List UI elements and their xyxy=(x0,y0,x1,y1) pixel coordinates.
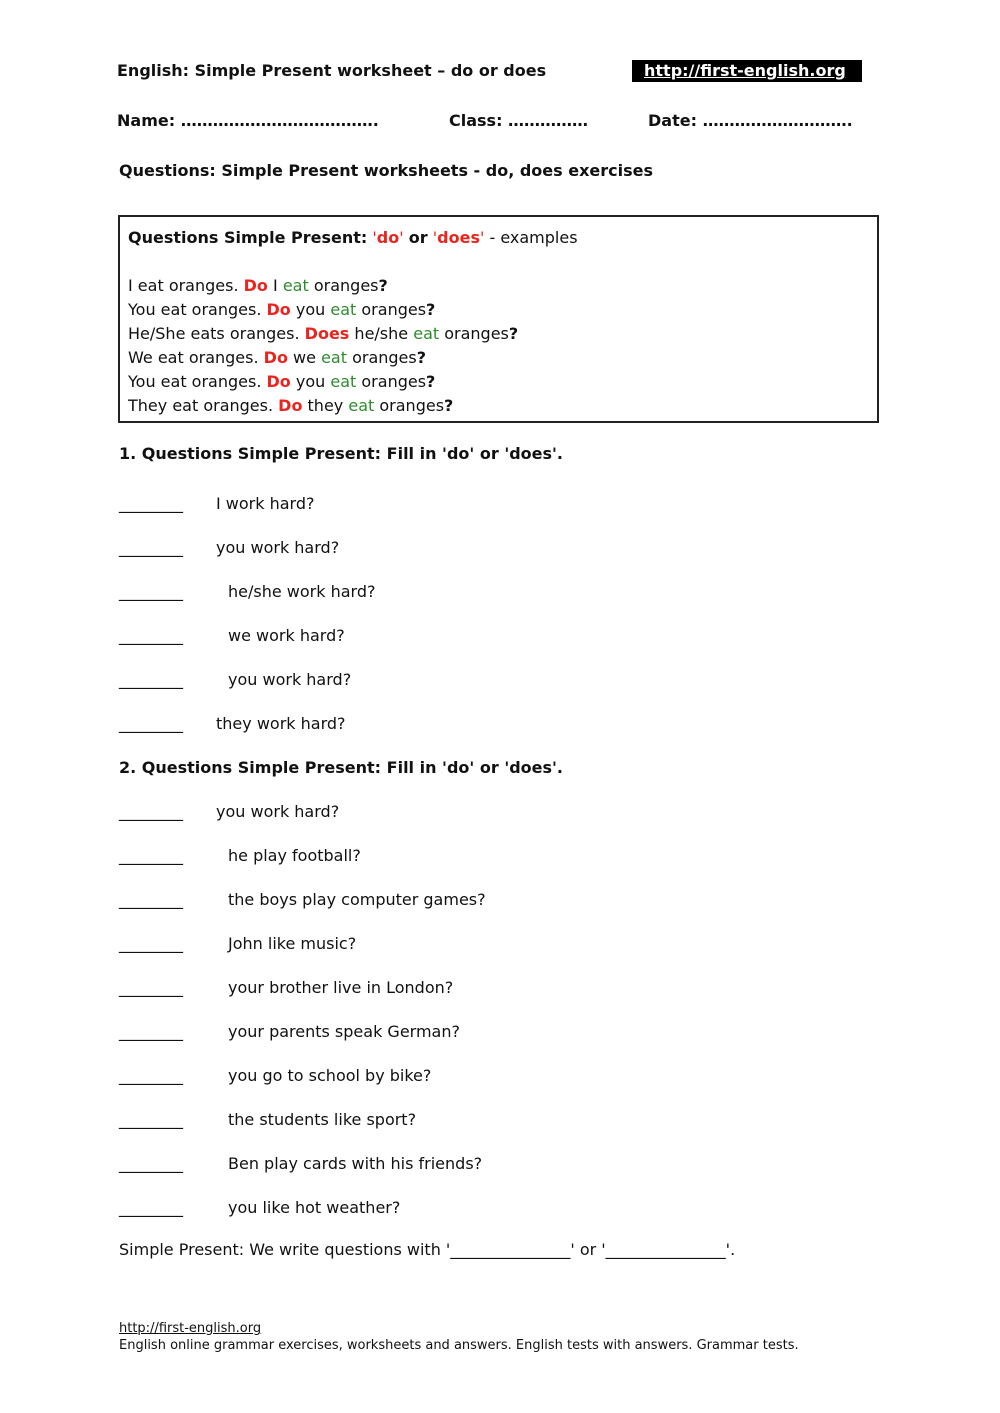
class-dots: …………… xyxy=(508,111,589,130)
example-statement: They eat oranges. xyxy=(128,396,274,415)
example-subject: I xyxy=(273,276,278,295)
worksheet-title: English: Simple Present worksheet – do or does xyxy=(117,61,547,80)
example-subject: you xyxy=(295,372,326,391)
example-verb: eat xyxy=(321,348,347,367)
answer-blank[interactable]: ________ xyxy=(119,714,183,733)
class-label: Class: xyxy=(449,111,503,130)
do-word: do xyxy=(376,228,400,247)
summary-sentence xyxy=(119,1240,735,1259)
example-verb: eat xyxy=(282,276,309,295)
question-text: you work hard? xyxy=(216,538,340,557)
exercise2-heading: 2. Questions Simple Present: Fill in 'do' or 'does'. xyxy=(119,758,564,777)
question-text: the boys play computer games? xyxy=(228,890,486,909)
answer-blank[interactable]: ________ xyxy=(119,1198,183,1217)
example-statement: You eat oranges. xyxy=(128,300,262,319)
question-text: they work hard? xyxy=(216,714,346,733)
answer-blank[interactable]: ________ xyxy=(119,1022,183,1041)
summary-middle: ' or ' xyxy=(570,1240,606,1259)
answer-blank[interactable]: ________ xyxy=(119,978,183,997)
example-object: oranges xyxy=(352,348,417,367)
example-line xyxy=(128,372,435,391)
question-text: your brother live in London? xyxy=(228,978,454,997)
examples-heading-bold: Questions Simple Present: xyxy=(128,228,368,247)
example-question-mark: ? xyxy=(426,372,436,391)
summary-suffix: '. xyxy=(725,1240,736,1259)
example-verb: eat xyxy=(330,300,357,319)
example-aux: Do xyxy=(243,276,268,295)
answer-blank[interactable]: ________ xyxy=(119,582,183,601)
summary-blank-2[interactable]: _______________ xyxy=(605,1240,726,1259)
answer-blank[interactable]: ________ xyxy=(119,538,183,557)
answer-blank[interactable]: ________ xyxy=(119,846,183,865)
site-link[interactable]: http://first-english.org xyxy=(632,60,862,82)
example-object: oranges xyxy=(313,276,379,295)
answer-blank[interactable]: ________ xyxy=(119,670,183,689)
example-question-mark: ? xyxy=(444,396,454,415)
example-question-mark: ? xyxy=(378,276,388,295)
answer-blank[interactable]: ________ xyxy=(119,1110,183,1129)
question-text: Ben play cards with his friends? xyxy=(228,1154,483,1173)
subtitle: Questions: Simple Present worksheets - do, does exercises xyxy=(119,161,654,180)
example-line xyxy=(128,300,435,319)
example-line xyxy=(128,348,426,367)
question-text: he/she work hard? xyxy=(228,582,376,601)
example-statement: I eat oranges. xyxy=(128,276,239,295)
answer-blank[interactable]: ________ xyxy=(119,802,183,821)
example-statement: You eat oranges. xyxy=(128,372,262,391)
or-word: or xyxy=(408,228,428,247)
example-object: oranges xyxy=(361,372,427,391)
question-text: he play football? xyxy=(228,846,361,865)
example-question-mark: ? xyxy=(508,324,519,343)
quote: ' xyxy=(372,228,377,247)
question-text: I work hard? xyxy=(216,494,315,513)
example-aux: Do xyxy=(266,300,291,319)
question-text: you work hard? xyxy=(216,802,340,821)
example-verb: eat xyxy=(330,372,357,391)
summary-prefix: Simple Present: We write questions with ' xyxy=(119,1240,451,1259)
footer-link[interactable]: http://first-english.org xyxy=(119,1321,262,1336)
question-text: you work hard? xyxy=(228,670,352,689)
example-subject: you xyxy=(295,300,326,319)
quote: ' xyxy=(479,228,485,247)
question-text: we work hard? xyxy=(228,626,345,645)
date-field[interactable] xyxy=(648,111,853,130)
example-question-mark: ? xyxy=(426,300,436,319)
exercise1-heading: 1. Questions Simple Present: Fill in 'do' or 'does'. xyxy=(119,444,564,463)
class-field[interactable] xyxy=(449,111,588,130)
date-dots: ………………………. xyxy=(702,111,853,130)
examples-heading xyxy=(128,228,578,247)
question-text: John like music? xyxy=(228,934,357,953)
does-word: does xyxy=(437,228,480,247)
question-text: your parents speak German? xyxy=(228,1022,460,1041)
example-subject: they xyxy=(307,396,344,415)
example-verb: eat xyxy=(413,324,440,343)
question-text: you like hot weather? xyxy=(228,1198,401,1217)
footer-description: English online grammar exercises, worksheets and answers. English tests with answers. Grammar tests. xyxy=(119,1338,799,1353)
example-object: oranges xyxy=(379,396,445,415)
answer-blank[interactable]: ________ xyxy=(119,890,183,909)
examples-box xyxy=(118,215,879,423)
example-statement: He/She eats oranges. xyxy=(128,324,300,343)
answer-blank[interactable]: ________ xyxy=(119,1154,183,1173)
example-aux: Do xyxy=(263,348,288,367)
date-label: Date: xyxy=(648,111,697,130)
answer-blank[interactable]: ________ xyxy=(119,1066,183,1085)
answer-blank[interactable]: ________ xyxy=(119,934,183,953)
example-line xyxy=(128,276,388,295)
example-statement: We eat oranges. xyxy=(128,348,259,367)
example-line xyxy=(128,324,518,343)
example-verb: eat xyxy=(348,396,375,415)
name-dots: ………………………………. xyxy=(180,111,379,130)
quote: ' xyxy=(399,228,404,247)
summary-blank-1[interactable]: _______________ xyxy=(450,1240,571,1259)
example-object: oranges xyxy=(444,324,509,343)
example-aux: Does xyxy=(304,324,350,343)
example-subject: we xyxy=(293,348,316,367)
examples-heading-tail: - examples xyxy=(489,228,578,247)
example-object: oranges xyxy=(361,300,427,319)
example-question-mark: ? xyxy=(416,348,427,367)
question-text: the students like sport? xyxy=(228,1110,417,1129)
name-label: Name: xyxy=(117,111,176,130)
answer-blank[interactable]: ________ xyxy=(119,626,183,645)
example-line xyxy=(128,396,453,415)
quote: ' xyxy=(432,228,438,247)
example-aux: Do xyxy=(278,396,303,415)
question-text: you go to school by bike? xyxy=(228,1066,432,1085)
answer-blank[interactable]: ________ xyxy=(119,494,183,513)
example-subject: he/she xyxy=(354,324,409,343)
name-field[interactable] xyxy=(117,111,379,130)
example-aux: Do xyxy=(266,372,291,391)
